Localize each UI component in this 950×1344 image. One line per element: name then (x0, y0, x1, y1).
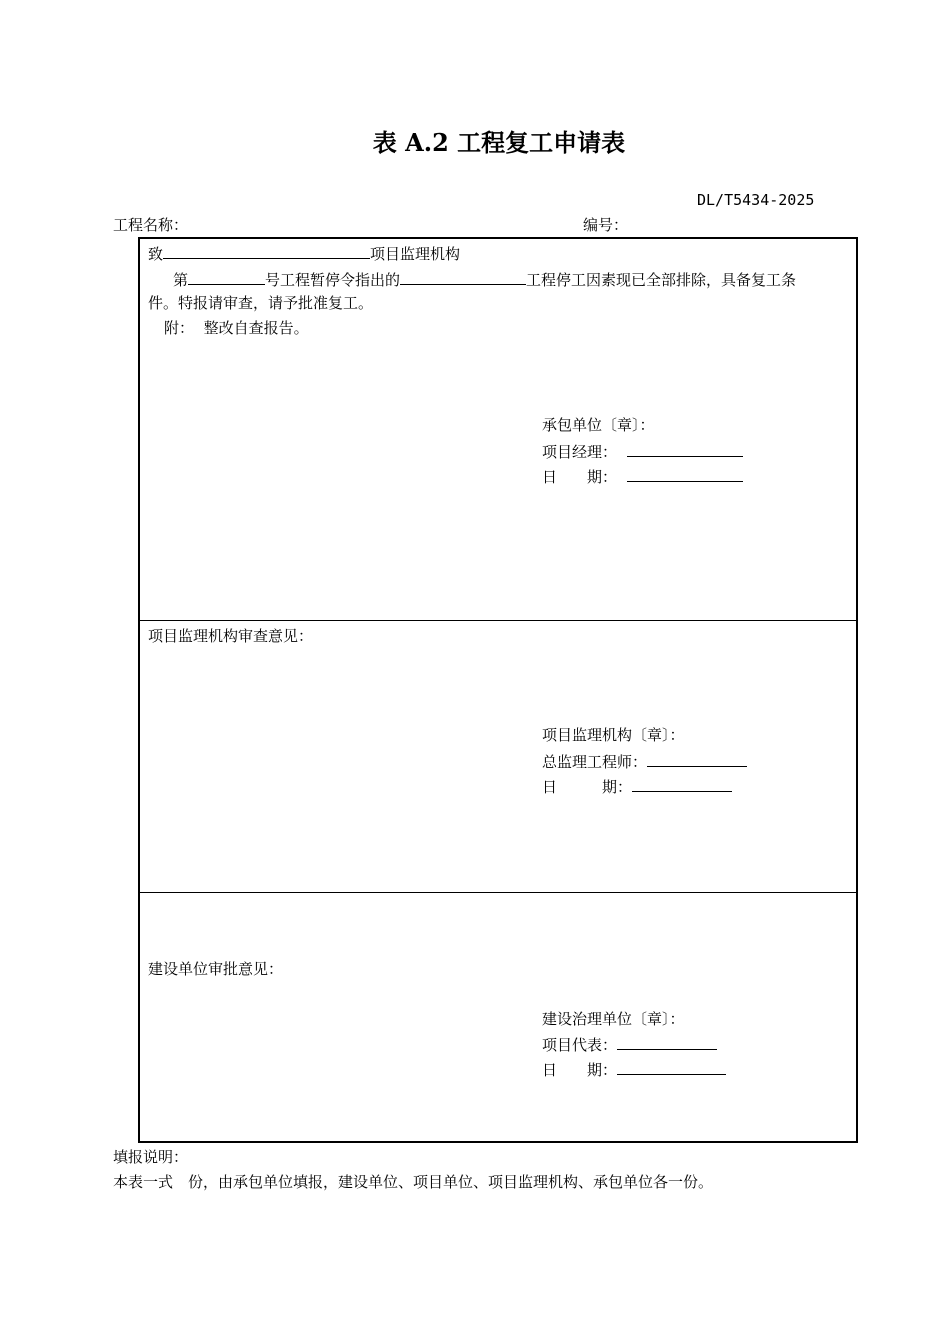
chief-engineer-line: 总监理工程师： (542, 751, 747, 771)
supervisor-date-line: 日 期： (542, 776, 732, 796)
supervisor-seal-label: 项目监理机构〔章〕： (542, 726, 685, 744)
chief-engineer-blank[interactable] (647, 751, 747, 767)
addressee-blank[interactable] (163, 243, 370, 259)
application-form-table (138, 237, 858, 1143)
owner-date-line: 日 期： (542, 1059, 726, 1079)
note-title: 填报说明： (113, 1148, 189, 1166)
project-manager-blank[interactable] (627, 441, 743, 457)
project-rep-line: 项目代表： (542, 1034, 717, 1054)
note-text: 本表一式 份，由承包单位填报，建设单位、项目单位、项目监理机构、承包单位各一份。 (113, 1173, 714, 1191)
contractor-date-line: 日 期： (542, 466, 743, 486)
supervisor-opinion-label: 项目监理机构审查意见： (148, 627, 314, 645)
owner-opinion-label: 建设单位审批意见： (148, 960, 284, 978)
section-divider-1 (140, 620, 856, 621)
contractor-date-blank[interactable] (627, 466, 743, 482)
project-manager-line: 项目经理： (542, 441, 743, 461)
owner-date-blank[interactable] (617, 1059, 726, 1075)
order-number-blank[interactable] (188, 269, 265, 285)
attachment-line: 附： 整改自查报告。 (164, 319, 309, 337)
addressee-line: 致 项目监理机构 (148, 245, 461, 263)
owner-seal-label: 建设治理单位〔章〕： (542, 1010, 685, 1028)
resume-statement-line: 第 号工程暂停令指出的 工程停工因素现已全部排除，具备复工条 (173, 271, 797, 289)
contractor-seal-label: 承包单位〔章〕： (542, 416, 655, 434)
project-name-label: 工程名称： (113, 216, 189, 234)
project-blank[interactable] (400, 269, 526, 285)
page-title: 表 A.2 工程复工申请表 (372, 128, 626, 157)
supervisor-date-blank[interactable] (632, 776, 732, 792)
project-rep-blank[interactable] (617, 1034, 717, 1050)
serial-number-label: 编号： (583, 216, 629, 234)
standard-code: DL/T5434-2025 (697, 191, 815, 209)
section-divider-2 (140, 892, 856, 893)
resume-statement-line-2: 件。特报请审查，请予批准复工。 (148, 294, 374, 312)
